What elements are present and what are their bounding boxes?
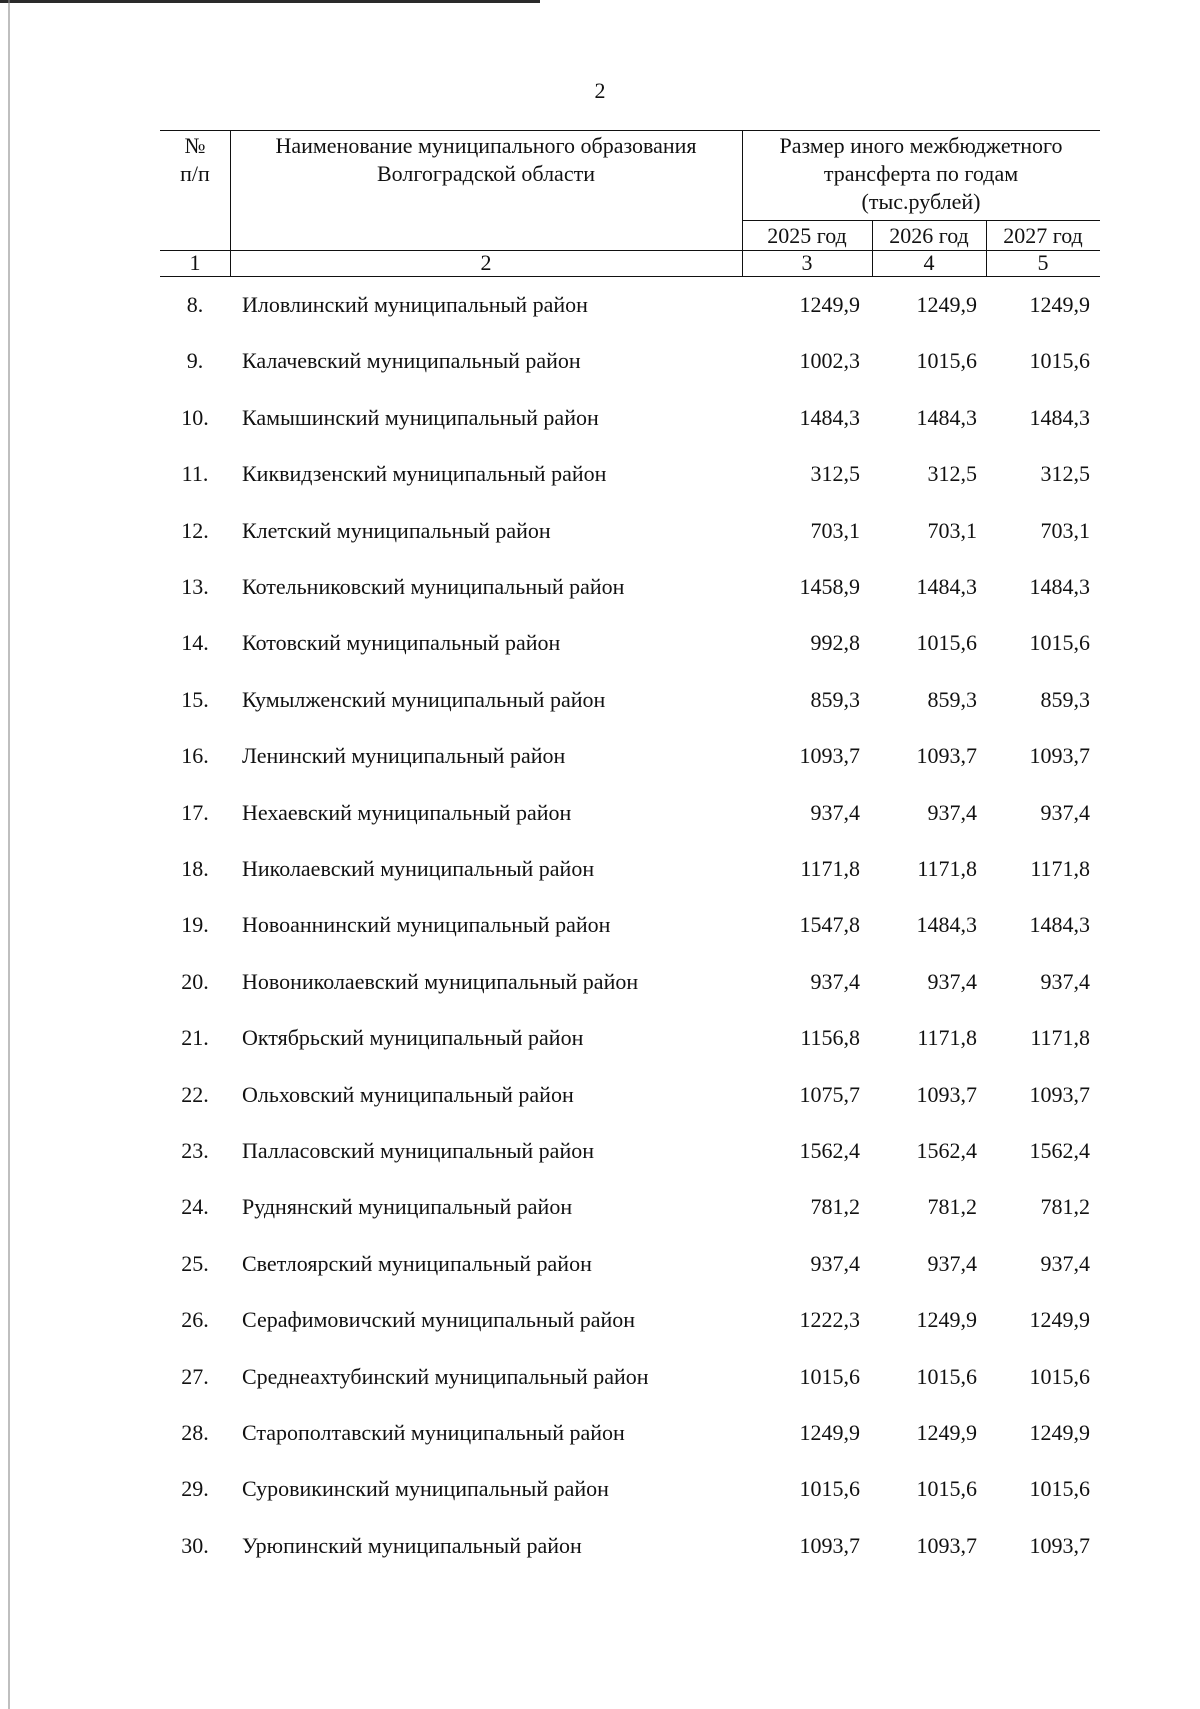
table-row	[160, 784, 1100, 840]
row-number: 25.	[181, 1250, 209, 1276]
table-row	[160, 1009, 1100, 1065]
value-2027: 1562,4	[1029, 1138, 1090, 1163]
municipality-name: Николаевский муниципальный район	[242, 856, 595, 881]
value-2026: 1093,7	[916, 1081, 977, 1107]
municipality-name: Суровикинский муниципальный район	[242, 1476, 609, 1502]
value-2025: 1249,9	[799, 292, 860, 317]
header-size: Размер иного межбюджетного трансферта по годам (тыс.рублей)	[779, 133, 1063, 214]
header-top-rule	[160, 130, 1100, 131]
table-row	[160, 1517, 1100, 1573]
row-number: 9.	[186, 348, 204, 374]
value-2027: 1171,8	[1030, 1025, 1090, 1051]
municipality-name: Кумылженский муниципальный район	[242, 686, 606, 712]
municipality-name: Ленинский муниципальный район	[242, 743, 566, 769]
row-number: 26.	[181, 1307, 209, 1333]
row-number: 17.	[181, 799, 209, 825]
value-2025: 1093,7	[799, 743, 860, 769]
row-number: 12.	[181, 517, 209, 543]
value-2025: 1015,6	[799, 1363, 860, 1389]
value-2025: 937,4	[810, 968, 860, 994]
municipality-name: Ольховский муниципальный район	[242, 1081, 574, 1107]
municipality-name: Старополтавский муниципальный район	[242, 1420, 625, 1445]
value-2026: 937,4	[927, 968, 977, 994]
value-2025: 1002,3	[799, 348, 860, 374]
row-number: 14.	[181, 630, 209, 656]
municipality-name: Киквидзенский муниципальный район	[242, 461, 607, 487]
table-row	[160, 445, 1100, 501]
value-2025: 781,2	[810, 1194, 860, 1220]
municipality-name: Серафимовичский муниципальный район	[242, 1307, 636, 1333]
page-number: 2	[594, 78, 606, 103]
value-2027: 1015,6	[1029, 348, 1090, 374]
municipality-name: Нехаевский муниципальный район	[242, 799, 572, 825]
value-2025: 937,4	[810, 799, 860, 825]
table-row	[160, 1348, 1100, 1404]
value-2026: 1015,6	[916, 348, 977, 374]
table-row	[160, 840, 1100, 896]
table-header	[160, 130, 1100, 276]
row-number: 8.	[186, 292, 204, 317]
row-number: 21.	[181, 1025, 209, 1051]
value-2026: 1484,3	[916, 574, 977, 599]
row-number: 23.	[181, 1138, 209, 1163]
value-2026: 781,2	[927, 1194, 977, 1220]
row-number: 20.	[181, 968, 209, 994]
value-2027: 1093,7	[1029, 1081, 1090, 1107]
value-2027: 312,5	[1040, 461, 1090, 487]
value-2027: 1015,6	[1029, 1476, 1090, 1502]
value-2027: 1484,3	[1029, 404, 1090, 430]
value-2027: 1249,9	[1029, 1307, 1090, 1333]
value-2025: 992,8	[810, 630, 860, 656]
header-year-rule	[742, 220, 1100, 221]
table-row	[160, 502, 1100, 558]
value-2025: 1156,8	[800, 1025, 860, 1051]
table-row	[160, 896, 1100, 952]
municipality-name: Котовский муниципальный район	[242, 630, 561, 656]
table-row	[160, 1178, 1100, 1234]
scan-edge-left	[8, 0, 10, 1709]
table-row	[160, 1291, 1100, 1347]
municipality-name: Калачевский муниципальный район	[242, 348, 581, 374]
header-name: Наименование муниципального образования Волгоградской области	[275, 133, 697, 186]
value-2027: 937,4	[1040, 1250, 1090, 1276]
table-row	[160, 1404, 1100, 1460]
table-row	[160, 614, 1100, 670]
table-row	[160, 389, 1100, 445]
value-2025: 1484,3	[799, 404, 860, 430]
value-2026: 1015,6	[916, 630, 977, 656]
row-number: 15.	[181, 686, 209, 712]
municipality-name: Клетский муниципальный район	[242, 517, 551, 543]
value-2025: 312,5	[810, 461, 860, 487]
value-2026: 312,5	[927, 461, 977, 487]
value-2026: 859,3	[927, 686, 977, 712]
row-number: 24.	[181, 1194, 209, 1220]
value-2026: 937,4	[927, 799, 977, 825]
value-2026: 1484,3	[916, 912, 977, 938]
value-2025: 1015,6	[799, 1476, 860, 1502]
municipality-name: Светлоярский муниципальный район	[242, 1250, 592, 1276]
municipality-name: Руднянский муниципальный район	[242, 1194, 573, 1220]
value-2025: 1458,9	[799, 574, 860, 599]
municipality-name: Октябрьский муниципальный район	[242, 1025, 584, 1051]
value-2026: 1562,4	[916, 1138, 977, 1163]
value-2025: 1222,3	[799, 1307, 860, 1333]
value-2026: 1484,3	[916, 404, 977, 430]
row-number: 18.	[181, 856, 209, 881]
table-row	[160, 953, 1100, 1009]
municipality-name: Среднеахтубинский муниципальный район	[242, 1363, 649, 1389]
row-number: 11.	[181, 461, 209, 487]
value-2025: 1547,8	[799, 912, 860, 938]
row-number: 19.	[181, 912, 209, 938]
value-2027: 703,1	[1040, 517, 1090, 543]
table-row	[160, 727, 1100, 783]
table-row	[160, 1066, 1100, 1122]
value-2026: 937,4	[927, 1250, 977, 1276]
column-number-5: 5	[1037, 250, 1049, 275]
value-2026: 1171,8	[917, 856, 977, 881]
value-2027: 1484,3	[1029, 574, 1090, 599]
value-2026: 1015,6	[916, 1476, 977, 1502]
row-number: 10.	[181, 404, 209, 430]
table-row	[160, 1235, 1100, 1291]
column-number-1: 1	[189, 250, 201, 275]
table-row	[160, 558, 1100, 614]
value-2027: 1249,9	[1029, 292, 1090, 317]
municipality-name: Палласовский муниципальный район	[242, 1138, 594, 1163]
value-2026: 1249,9	[916, 292, 977, 317]
row-number: 16.	[181, 743, 209, 769]
value-2027: 859,3	[1040, 686, 1090, 712]
value-2025: 1562,4	[799, 1138, 860, 1163]
municipality-name: Новониколаевский муниципальный район	[242, 968, 639, 994]
table-row	[160, 276, 1100, 332]
value-2027: 1171,8	[1030, 856, 1090, 881]
column-number-4: 4	[923, 250, 935, 275]
value-2025: 937,4	[810, 1250, 860, 1276]
value-2027: 937,4	[1040, 799, 1090, 825]
value-2027: 1015,6	[1029, 630, 1090, 656]
scan-edge-top	[0, 0, 540, 3]
value-2025: 1171,8	[800, 856, 860, 881]
value-2025: 1249,9	[799, 1420, 860, 1445]
row-number: 27.	[181, 1363, 209, 1389]
header-year-2025: 2025 год	[767, 223, 847, 248]
municipality-name: Урюпинский муниципальный район	[242, 1532, 582, 1558]
value-2026: 1249,9	[916, 1307, 977, 1333]
value-2025: 1075,7	[799, 1081, 860, 1107]
row-number: 22.	[181, 1081, 209, 1107]
table-row	[160, 1460, 1100, 1516]
value-2027: 781,2	[1040, 1194, 1090, 1220]
column-number-3: 3	[801, 250, 813, 275]
value-2027: 1093,7	[1029, 743, 1090, 769]
value-2025: 703,1	[810, 517, 860, 543]
table-row	[160, 671, 1100, 727]
municipality-name: Иловлинский муниципальный район	[242, 292, 588, 317]
value-2027: 1093,7	[1029, 1532, 1090, 1558]
value-2027: 1484,3	[1029, 912, 1090, 938]
value-2026: 703,1	[927, 517, 977, 543]
row-number: 13.	[181, 574, 209, 599]
value-2026: 1093,7	[916, 743, 977, 769]
value-2026: 1249,9	[916, 1420, 977, 1445]
value-2027: 1015,6	[1029, 1363, 1090, 1389]
table-row	[160, 332, 1100, 388]
value-2027: 1249,9	[1029, 1420, 1090, 1445]
value-2025: 1093,7	[799, 1532, 860, 1558]
column-number-2: 2	[480, 250, 492, 275]
municipality-name: Камышинский муниципальный район	[242, 404, 599, 430]
row-number: 30.	[181, 1532, 209, 1558]
municipality-name: Новоаннинский муниципальный район	[242, 912, 611, 938]
municipality-name: Котельниковский муниципальный район	[242, 574, 625, 599]
row-number: 29.	[181, 1476, 209, 1502]
header-num: № п/п	[180, 133, 210, 186]
table-row	[160, 1122, 1100, 1178]
value-2026: 1093,7	[916, 1532, 977, 1558]
header-year-2027: 2027 год	[1003, 223, 1083, 248]
value-2025: 859,3	[810, 686, 860, 712]
header-year-2026: 2026 год	[889, 223, 969, 248]
value-2026: 1171,8	[917, 1025, 977, 1051]
value-2027: 937,4	[1040, 968, 1090, 994]
value-2026: 1015,6	[916, 1363, 977, 1389]
row-number: 28.	[181, 1420, 209, 1445]
